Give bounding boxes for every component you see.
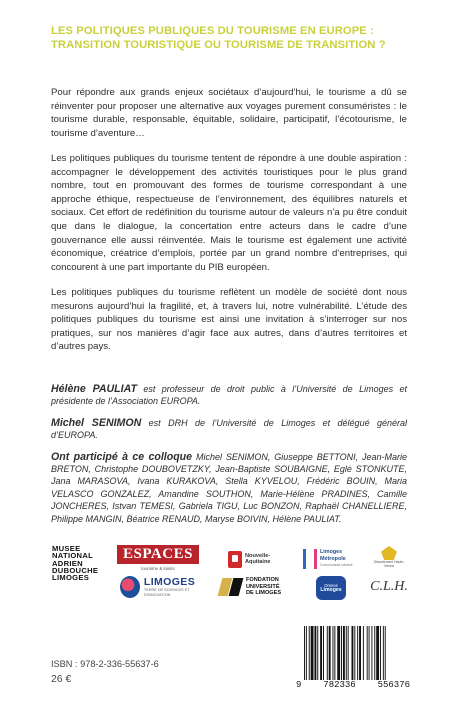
nouvelle-aquitaine-logo: [228, 548, 280, 570]
contributors-label: Ont participé à ce colloque: [51, 450, 193, 463]
contributors-list: Michel SENIMON, Giuseppe BETTONI, Jean-Marie BRETON, Christophe DOUBOVETZKY, Jean-Baptiste SOUBAIGNE, Eglė STONKUTE, Jana MARASOVA, Ivana KURAKOVA, Stella KYVELOU, Frédéric BOUIN, Maria VELASCO GONZALEZ, Amandine SOUTHON, Marie-Hélène PRADINES, Camille JONCHERES, Istvan TEMESI, Gabriela TIGU, Luc BONZON, Raphaël CHANELLIERE, Philippe MANGIN, Béatrice RENAUD, Maryse BOIVIN, Hélène PAULIAT.: [51, 451, 407, 524]
barcode-bar: [337, 626, 340, 680]
clh-text: C.L.H.: [370, 579, 408, 594]
barcode-group-2: 556376: [377, 680, 410, 690]
barcode: [294, 626, 412, 690]
author-2-name: Michel SENIMON: [51, 416, 142, 429]
authors-section: [51, 383, 407, 534]
barcode-bar: [354, 626, 355, 680]
limoges-emblem-icon: [120, 576, 140, 598]
limoges-text: LIMOGES: [143, 576, 196, 588]
author-1-name: Hélène PAULIAT: [51, 383, 137, 395]
author-2-desc: est DRH de l’Université de Limoges et délégué général d’EUROPA.: [51, 417, 408, 441]
barcode-bar: [304, 626, 305, 680]
region-label: Département Haute-Vienne: [373, 560, 405, 568]
haute-vienne-logo: [372, 544, 406, 570]
barcode-group-1: 782336: [323, 680, 356, 690]
barcode-bar: [346, 626, 347, 680]
metropole-line-2: Métropole: [320, 555, 346, 562]
barcode-bar: [369, 626, 370, 680]
barcode-bar: [323, 626, 324, 680]
barcode-bar: [359, 626, 361, 680]
musee-line: NATIONAL: [52, 551, 94, 561]
barcode-bar: [343, 626, 345, 680]
author-1-desc: est professeur de droit public à l’Université de Limoges et présidente de l’Association EUROPA.: [51, 384, 408, 407]
fondation-line-1: FONDATION: [246, 577, 279, 584]
metropole-subtitle: Communauté urbaine: [320, 563, 353, 568]
book-title: [51, 24, 411, 52]
title-line-2: TRANSITION TOURISTIQUE OU TOURISME DE TRANSITION ?: [51, 39, 386, 51]
paragraph-2: Les politiques publiques du tourisme tentent de répondre à une double aspiration : accompagner le développement des activités touristiques pour le plus grand nombre, tout en promouvant des formes de tourisme correspondant à une approche éthique, respectueuse de l’environnement, des équilibres naturels et sociaux. Cet effort de redéfinition du tourisme autour de valeurs n’a pu être conduit que dans le dialogue, la concertation entre acteurs dans le cadre d’une gouvernance elle aussi réinventée. Mais le tourisme est également une activité économique, créatrice d’emplois, portée par un grand nombre d’entreprises, qui concourent à une part importante du PIB européen.: [51, 152, 407, 273]
limoges-metropole-logo: [303, 546, 359, 572]
nouvelle-line-2: Aquitaine: [245, 559, 271, 565]
espaces-logo: [117, 545, 199, 564]
fondation-universite-logo: [220, 576, 310, 598]
isbn: ISBN : 978-2-336-55637-6: [51, 659, 159, 669]
fondation-line-3: DE LIMOGES: [246, 590, 282, 597]
barcode-digits: [294, 680, 412, 690]
author-1: [51, 383, 407, 408]
metropole-line-1: Limoges: [320, 549, 343, 556]
musee-adrien-dubouche-logo: [52, 544, 99, 600]
barcode-bar: [374, 626, 375, 680]
contributors: [51, 451, 407, 525]
barcode-bars: [294, 626, 412, 682]
musee-line: MUSEE: [52, 544, 81, 553]
barcode-bar: [380, 626, 381, 680]
espaces-subtitle: tourisme & loisirs: [141, 566, 175, 571]
barcode-bar: [341, 626, 342, 680]
barcode-bar: [367, 626, 368, 680]
paragraph-3: Les politiques publiques du tourisme reflètent un modèle de société dont nous mesurons aujourd’hui la fragilité, et, à travers lui, notre vulnérabilité. L’étude des politiques publiques du tourisme est ainsi une invitation à s’interroger sur nos pratiques, sur nos manières d’agir face aux autres, dans d’autres territoires et d’autres pays.: [51, 286, 407, 353]
fondation-line-2: UNIVERSITÉ: [246, 583, 280, 590]
barcode-bar: [311, 626, 314, 680]
barcode-bar: [348, 626, 349, 680]
barcode-bar: [333, 626, 334, 680]
back-cover-text: [51, 86, 407, 365]
barcode-bar: [363, 626, 364, 680]
limoges-logo: [120, 572, 210, 602]
barcode-bar: [357, 626, 358, 680]
musee-line: DUBOUCHE: [52, 565, 99, 575]
barcode-bar: [383, 626, 384, 680]
barcode-bar: [327, 626, 328, 680]
barcode-bar: [376, 626, 379, 680]
limoges-subtitle: TERRE DE SCIENCES ET D'INNOVATION: [143, 588, 190, 597]
barcode-bar: [320, 626, 322, 680]
doc-line-2: Limoges: [320, 587, 342, 593]
espaces-text: ESPACES: [123, 546, 193, 562]
barcode-first-digit: 9: [296, 680, 302, 690]
region-badge-icon: [228, 551, 242, 568]
author-2: [51, 417, 407, 442]
nouvelle-line-1: Nouvelle-: [245, 552, 271, 559]
price: 26 €: [51, 674, 72, 685]
barcode-bar: [314, 626, 316, 680]
doc-line-1: Omnes: [324, 583, 338, 588]
fondation-mark-icon: [220, 578, 242, 596]
barcode-bar: [306, 626, 307, 680]
barcode-bar: [317, 626, 318, 680]
clh-logo: [370, 573, 408, 601]
barcode-bar: [352, 626, 354, 680]
barcode-bar: [385, 626, 386, 680]
musee-line: ADRIEN: [52, 558, 83, 568]
department-shape-icon: [381, 546, 397, 560]
title-line-1: LES POLITIQUES PUBLIQUES DU TOURISME EN EUROPE :: [51, 25, 374, 37]
barcode-bar: [329, 626, 331, 680]
barcode-bar: [334, 626, 335, 680]
barcode-bar: [309, 626, 310, 680]
omnes-limoges-logo: [316, 576, 346, 600]
musee-line: LIMOGES: [52, 573, 90, 583]
paragraph-1: Pour répondre aux grands enjeux sociétaux d’aujourd’hui, le tourisme a dû se réinventer pour proposer une alternative aux voyages purement consuméristes : le tourisme durable, responsable, équitable, solidaire, participatif, l’écotourisme, le tourisme d’aventure…: [51, 87, 407, 139]
metropole-m-icon: [303, 549, 317, 569]
barcode-bar: [371, 626, 372, 680]
